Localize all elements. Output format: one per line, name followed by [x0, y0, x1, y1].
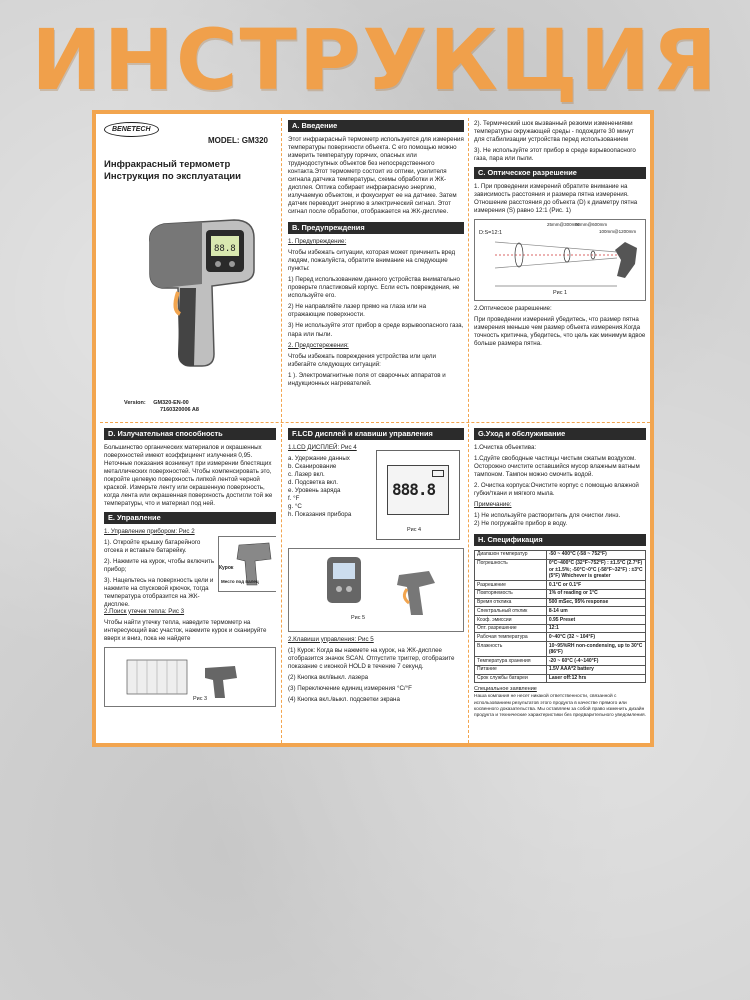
list-item: e. Уровень заряда [288, 486, 341, 494]
section-a-text: Этот инфракрасный термометр используется для измерения температуры поверхности объекта. С его помощью можно измерить температуру горячих, опасных или труднодоступных объектов без непосредственного контакта.Этот термометр состоит из оптики, усилителя сигнала датчика температуры, схемы обработки и ЖК-дисплея. Оптика собирает инфракрасную энергию, излучаемую объектом, и фокусирует ее на датчике. Затем датчик переводит энергию в электрический сигнал. Этот сигнал после обработки, отображается на ЖК-дисплее. [288, 135, 464, 216]
section-d-text: Большинство органических материалов и окрашенных поверхностей имеют коэффициент излучения 0,95. Неточные показания возникнут при измерении блестящих металлических поверхностей. Чтобы компенсировать это, покройте целевую поверхность липкой лентой черной краской. Измерьте ленту или окрашенную поверхность, когда лента или окрашенная поверхность достигли той же температуры, что и материал под ней. [104, 443, 273, 508]
list-item: 1). Откройте крышку батарейного отсека и вставьте батарейку. [104, 538, 201, 554]
spec-name-cell: Рабочая температура [475, 633, 547, 642]
list-item: 2). Нажмите на курок, чтобы включить прибор; [104, 557, 215, 573]
list-item: h. Показания прибора [288, 511, 352, 519]
note-title: Примечание: [474, 501, 512, 508]
spec-value-cell: 0~40°C (32 ~ 104°F) [546, 633, 645, 642]
list-item: g. °C [288, 503, 302, 511]
spec-value-cell: 0.95 Preset [546, 615, 645, 624]
banner-title: ИНСТРУКЦИЯ [31, 11, 719, 109]
spec-name-cell: Погрешность [475, 559, 547, 581]
list-item: 1) Не используйте растворитель для очистки линз. [474, 512, 621, 520]
spec-name-cell: Время отклика [475, 598, 547, 607]
fold-line [100, 422, 650, 423]
figure-3-caption: Рис 3 [193, 696, 208, 702]
lcd-reading: 888.8 [392, 479, 436, 499]
spec-value-cell: 8-14 um [546, 607, 645, 616]
list-item: 3). Не используйте этот прибор в среде взрывоопасного газа, пара или пыли. [474, 147, 636, 163]
section-b-header: B. Предупреждения [288, 222, 464, 234]
list-item: 1) Перед использованием данного устройства внимательно проверьте пластиковый корпус. Если есть повреждения, не используйте его. [288, 276, 460, 300]
ratio-label: D:S=12:1 [479, 230, 503, 237]
panel-c [474, 120, 646, 418]
spec-name-cell: Срок службы батареи [475, 674, 547, 683]
section-c-header: C. Оптическое разрешение [474, 167, 646, 179]
cover-panel [104, 122, 276, 418]
spec-name-cell: Температура хранения [475, 657, 547, 666]
list-item: b. Сканирование [288, 462, 337, 470]
table-row [475, 624, 646, 633]
section-e-sub1: 1. Управление прибором: Рис 2 [104, 527, 195, 535]
list-item: 1.Очистка объектива: [474, 443, 537, 451]
list-item: (3) Переключение единиц измерения °C/°F [288, 684, 412, 692]
table-row [475, 550, 646, 559]
section-a-header: A. Введение [288, 120, 464, 132]
table-row [475, 633, 646, 642]
list-item: 1 ). Электромагнитные поля от сварочных аппаратов и индукционных нагревателей. [288, 371, 446, 387]
panel-d-e [104, 428, 276, 742]
table-row [475, 607, 646, 616]
section-c-item1: 1. При проведении измерений обратите внимание на зависимость расстояния и размера пятна измерения. Отношение расстояния до объекта (D) к диаметру пятна измерения (S) равно 12:1 (Рис. 1) [474, 182, 638, 215]
version-block [124, 400, 199, 414]
list-item: 1.Сдуйте свободные частицы чистым сжатым воздухом. Осторожно очистите оставшийся мусор влажным ватным тампоном. Тампон можно смочить водой. [474, 454, 640, 478]
figure-1 [474, 219, 646, 301]
spec-value-cell: 1% of reading or 1°C [546, 589, 645, 598]
heat-leak-sketch [105, 648, 275, 706]
trigger-label: Курок [219, 564, 234, 571]
spec-name-cell: Разрешение [475, 581, 547, 590]
spec-name-cell: Питание [475, 665, 547, 674]
spec-table [474, 550, 646, 683]
cover-title-2: Инструкция по эксплуатации [104, 170, 241, 182]
section-b-sub1: 1. Предупреждение: [288, 237, 347, 245]
lcd-screen [387, 465, 449, 515]
section-e-header: E. Управление [104, 512, 276, 524]
figure-2 [218, 536, 276, 592]
cover-title-1: Инфракрасный термометр [104, 159, 231, 171]
section-b-intro2: Чтобы избежать повреждения устройства или цели избегайте следующих ситуаций: [288, 352, 436, 368]
list-item: a. Удержание данных [288, 454, 350, 462]
spec-value-cell: 12:1 [546, 624, 645, 633]
lcd-block [288, 444, 464, 544]
spec-name-cell: Влажность [475, 642, 547, 657]
figure-4-caption: Рис 4 [407, 526, 422, 533]
list-item: (4) Кнопка вкл./выкл. подсветки экрана [288, 696, 400, 703]
brand-logo: BENETECH [104, 122, 159, 137]
panel-a-b [288, 120, 464, 418]
list-item: 2) Не направляйте лазер прямо на глаза или на отражающие поверхности. [288, 303, 427, 319]
table-row [475, 657, 646, 666]
table-row [475, 581, 646, 590]
battery-icon [432, 470, 444, 477]
table-row [475, 598, 646, 607]
list-item: 2) Не погружайте прибор в воду. [474, 520, 568, 528]
svg-text:88.8: 88.8 [214, 244, 236, 254]
spec-value-cell: 1.5V AAA*2 battery [546, 665, 645, 674]
dim-label: 100mm@1200mm [599, 229, 637, 235]
spec-name-cell: Диапазон температур [475, 550, 547, 559]
section-f-sub1: 1.LCD ДИСПЛЕЙ: Рис 4 [288, 443, 357, 451]
list-item: (2) Кнопка вкл/выкл. лазера [288, 673, 369, 681]
section-b-intro: Чтобы избежать ситуации, которая может причинить вред людям, пожалуйста, обратите внимание на следующие пункты: [288, 248, 456, 273]
spec-value-cell: 500 mSec, 95% response [546, 598, 645, 607]
version-label: Version: [124, 400, 146, 406]
section-c-sub2: 2.Оптическое разрешение: [474, 305, 552, 313]
list-item: 3). Нацельтесь на поверхность цели и нажмите на спусковой крючок, тогда температура отобразится на ЖК-дисплее. [104, 577, 214, 609]
panel-f [288, 428, 464, 742]
table-row [475, 615, 646, 624]
spec-name-cell: Повторяемость [475, 589, 547, 598]
list-item: d. Подсветка вкл. [288, 478, 339, 486]
figure-1-caption: Рис 1 [553, 290, 568, 297]
spec-value-cell: -20 ~ 60°C (-4~140°F) [546, 657, 645, 666]
figure-4 [376, 450, 460, 540]
list-item: c. Лазер вкл. [288, 470, 325, 478]
list-item: 2). Термический шок вызванный резкими изменениями температуры окружающей среды - подождите 30 минут для стабилизации устройства перед использованием [474, 120, 634, 144]
list-item: f. °F [288, 495, 300, 502]
version-code: GM320-EN-00 [153, 400, 189, 406]
fold-line [468, 118, 469, 743]
spec-value-cell: 0.1°C or 0.1°F [546, 581, 645, 590]
dim-label: 25mm@300mm [547, 222, 580, 228]
dim-label: 50mm@600mm [575, 222, 608, 228]
version-number: 7160320006 A8 [160, 407, 199, 414]
section-d-header: D. Излучательная способность [104, 428, 276, 440]
section-c-text2: При проведении измерений убедитесь, что размер пятна измерения меньше чем размер объекта измерения.Когда точность критична, убедитесь, что цель как минимум вдвое больше размера пятна. [474, 316, 646, 348]
figure-5-caption: Рис 5 [351, 614, 366, 621]
figure-3 [104, 647, 276, 707]
section-g-header: G.Уход и обслуживание [474, 428, 646, 440]
spec-name-cell: Опт. разрешение [475, 624, 547, 633]
spec-name-cell: Коэф. эмиссии [475, 615, 547, 624]
spec-value-cell: 0°C~400°C (32°F~752°F) : ±1.5°C (2.7°F) or ±1.5%; -50°C~0°C (-58°F~32°F) : ±3°C (5°F) Whichever is greater [546, 559, 645, 581]
fold-line [281, 118, 282, 743]
section-h-header: H. Спецификация [474, 534, 646, 546]
finger-label: Место под палец [221, 578, 259, 584]
section-e-sub2: 2.Поиск утечек тепла: Рис 3 [104, 607, 185, 615]
table-row [475, 559, 646, 581]
panel-g-h [474, 428, 646, 742]
model-label: MODEL: GM320 [207, 136, 268, 145]
instruction-sheet [92, 110, 654, 747]
footer-text: Наша компания не несет никакой ответственности, связанной с использованием результатов этого продукта в качестве прямого или косвенного доказательства. Мы оставляем за собой право изменить дизайн продукта и технические характеристики без предварительного уведомления. [474, 694, 646, 719]
spec-value-cell: Laser off:12 hrs [546, 674, 645, 683]
section-f-sub2: 2.Клавиши управления: Рис 5 [288, 635, 374, 643]
spec-value-cell: 10~95%RH non-condensing, up to 30°C (86°F) [546, 642, 645, 657]
thermometer-image [142, 214, 262, 374]
table-row [475, 674, 646, 683]
figure-5 [288, 548, 464, 632]
list-item: 2. Очистка корпуса:Очистите корпус с помощью влажной губки/ткани и мягкого мыла. [474, 481, 639, 497]
spec-name-cell: Спектральный отклик [475, 607, 547, 616]
table-row [475, 589, 646, 598]
spec-value-cell: -50 ~ 400°C (-58 ~ 752°F) [546, 550, 645, 559]
control-keys-sketch [289, 549, 463, 631]
section-b-sub2: 2. Предостережения: [288, 341, 349, 349]
list-item: 3) Не используйте этот прибор в среде взрывоопасного газа, пара или пыли. [288, 322, 464, 338]
section-e-step-block [104, 527, 276, 609]
section-f-header: F.LCD дисплей и клавиши управления [288, 428, 464, 440]
list-item: (1) Курок: Когда вы нажмете на курок, на ЖК-дисплее отобразится значок SCAN. Отпустите триггер, отобразите показание с иконкой HOLD в течение 7 секунд. [288, 646, 455, 670]
footer-title: Специальное заявление [474, 686, 537, 693]
table-row [475, 642, 646, 657]
table-row [475, 665, 646, 674]
section-e-text2: Чтобы найти утечку тепла, наведите термометр на интересующий вас участок, нажмите курок и сканируйте вверх и вниз, пока не найдете [104, 618, 267, 642]
